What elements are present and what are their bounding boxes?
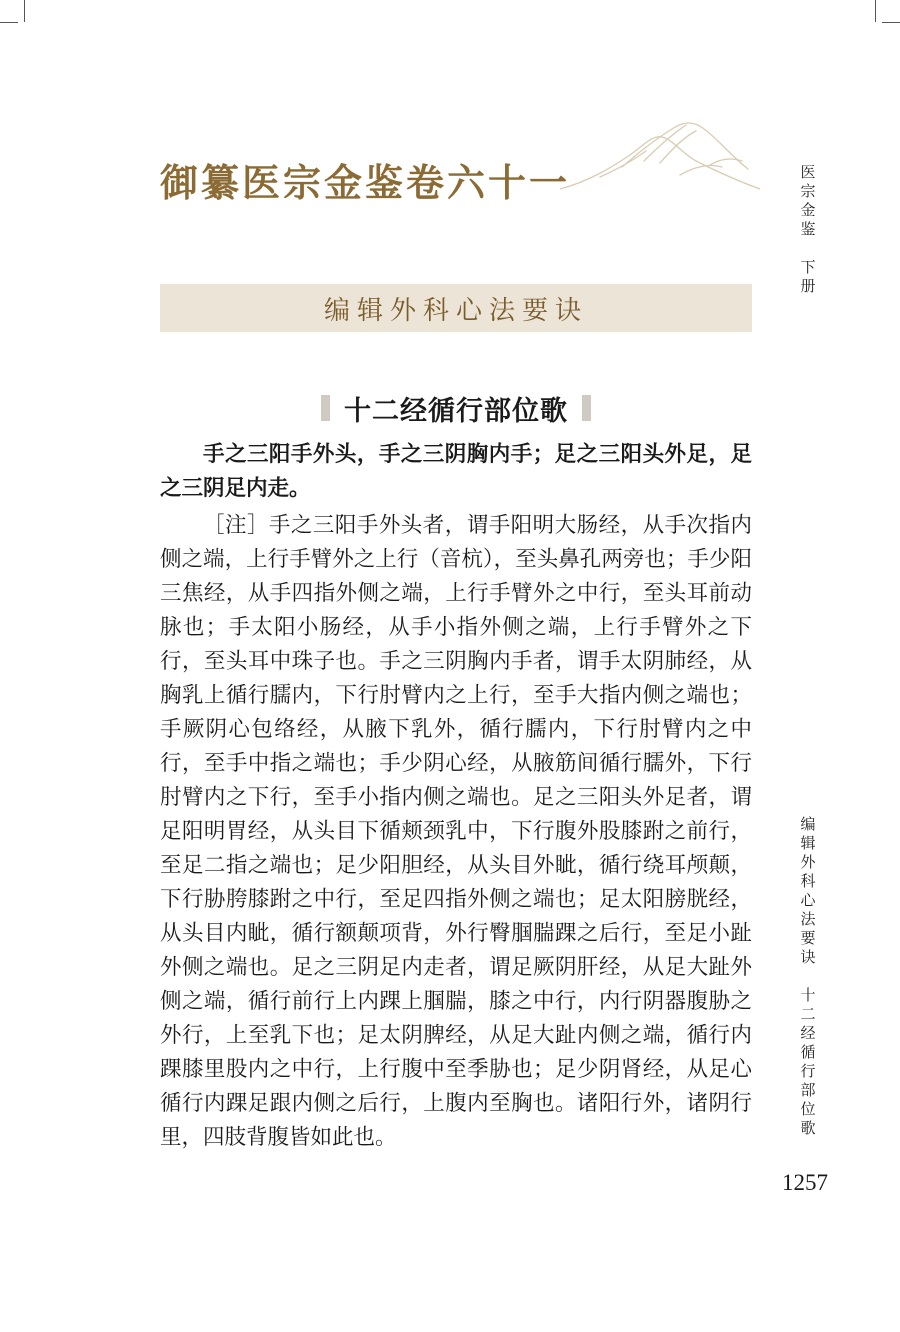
section-title: 编辑外科心法要诀 [323,295,588,326]
annotation-paragraph: ［注］手之三阳手外头者，谓手阳明大肠经，从手次指内侧之端，上行手臂外之上行（音杭），至头鼻孔两旁也；手少阳三焦经，从手四指外侧之端，上行手臂外之中行，至头耳前动脉也；手太阳小肠经，从手小指外侧之端，上行手臂外之下行，至头耳中珠子也。手之三阴胸内手者，谓手太阴肺经，从胸乳上循行臑内，下行肘臂内之上行，至手大指内侧之端也；手厥阴心包络经，从腋下乳外，循行臑内，下行肘臂内之中行，至手中指之端也；手少阴心经，从腋筋间循行臑外，下行肘臂内之下行，至手小指内侧之端也。足之三阳头外足者，谓足阳明胃经，从头目下循颊颈乳中，下行腹外股膝跗之前行，至足二指之端也；足少阳胆经，从头目外眦，循行绕耳颅颠，下行胁胯膝跗之中行，至足四指外侧之端也；足太阳膀胱经，从头目内眦，循行额颠项背，外行臀腘腨踝之后行，至足小趾外侧之端也。足之三阴足内走者，谓足厥阴肝经，从足大趾外侧之端，循行前行上内踝上腘腨，膝之中行，内行阴器腹胁之外行，上至乳下也；足太阴脾经，从足大趾内侧之端，循行内踝膝里股内之中行，上行腹中至季胁也；足少阴肾经，从足心循行内踝足跟内侧之后行，上腹内至胸也。诸阳行外，诸阴行里，四肢背腹皆如此也。 [160,513,752,1150]
running-head-top [796,163,820,296]
subsection-heading [160,388,752,428]
crop-mark-right [875,0,894,22]
heading-bar-right [582,395,591,421]
running-head-bottom [796,815,820,1138]
running-head-book: 医宗金鉴 [800,163,816,238]
heading-bar-left [321,395,330,421]
mountain-decoration-icon [560,115,760,195]
verse-paragraph: 手之三阳手外头，手之三阴胸内手；足之三阳头外足，足之三阴足内走。 [160,442,752,501]
crop-mark-left [6,0,25,22]
crop-tick-right [882,22,900,23]
running-head-subsection: 十二经循行部位歌 [800,986,816,1137]
running-head-section: 编辑外科心法要诀 [800,815,816,966]
running-head-volume: 下册 [800,258,816,295]
subsection-title: 十二经循行部位歌 [344,395,568,427]
volume-title: 御纂医宗金鉴卷六十一 [160,160,571,205]
page-number: 1257 [782,1170,828,1195]
crop-tick-left [0,22,18,23]
running-head-gap [796,967,820,986]
section-banner [160,284,752,332]
running-head-gap [796,239,820,258]
body-text [160,438,752,1155]
